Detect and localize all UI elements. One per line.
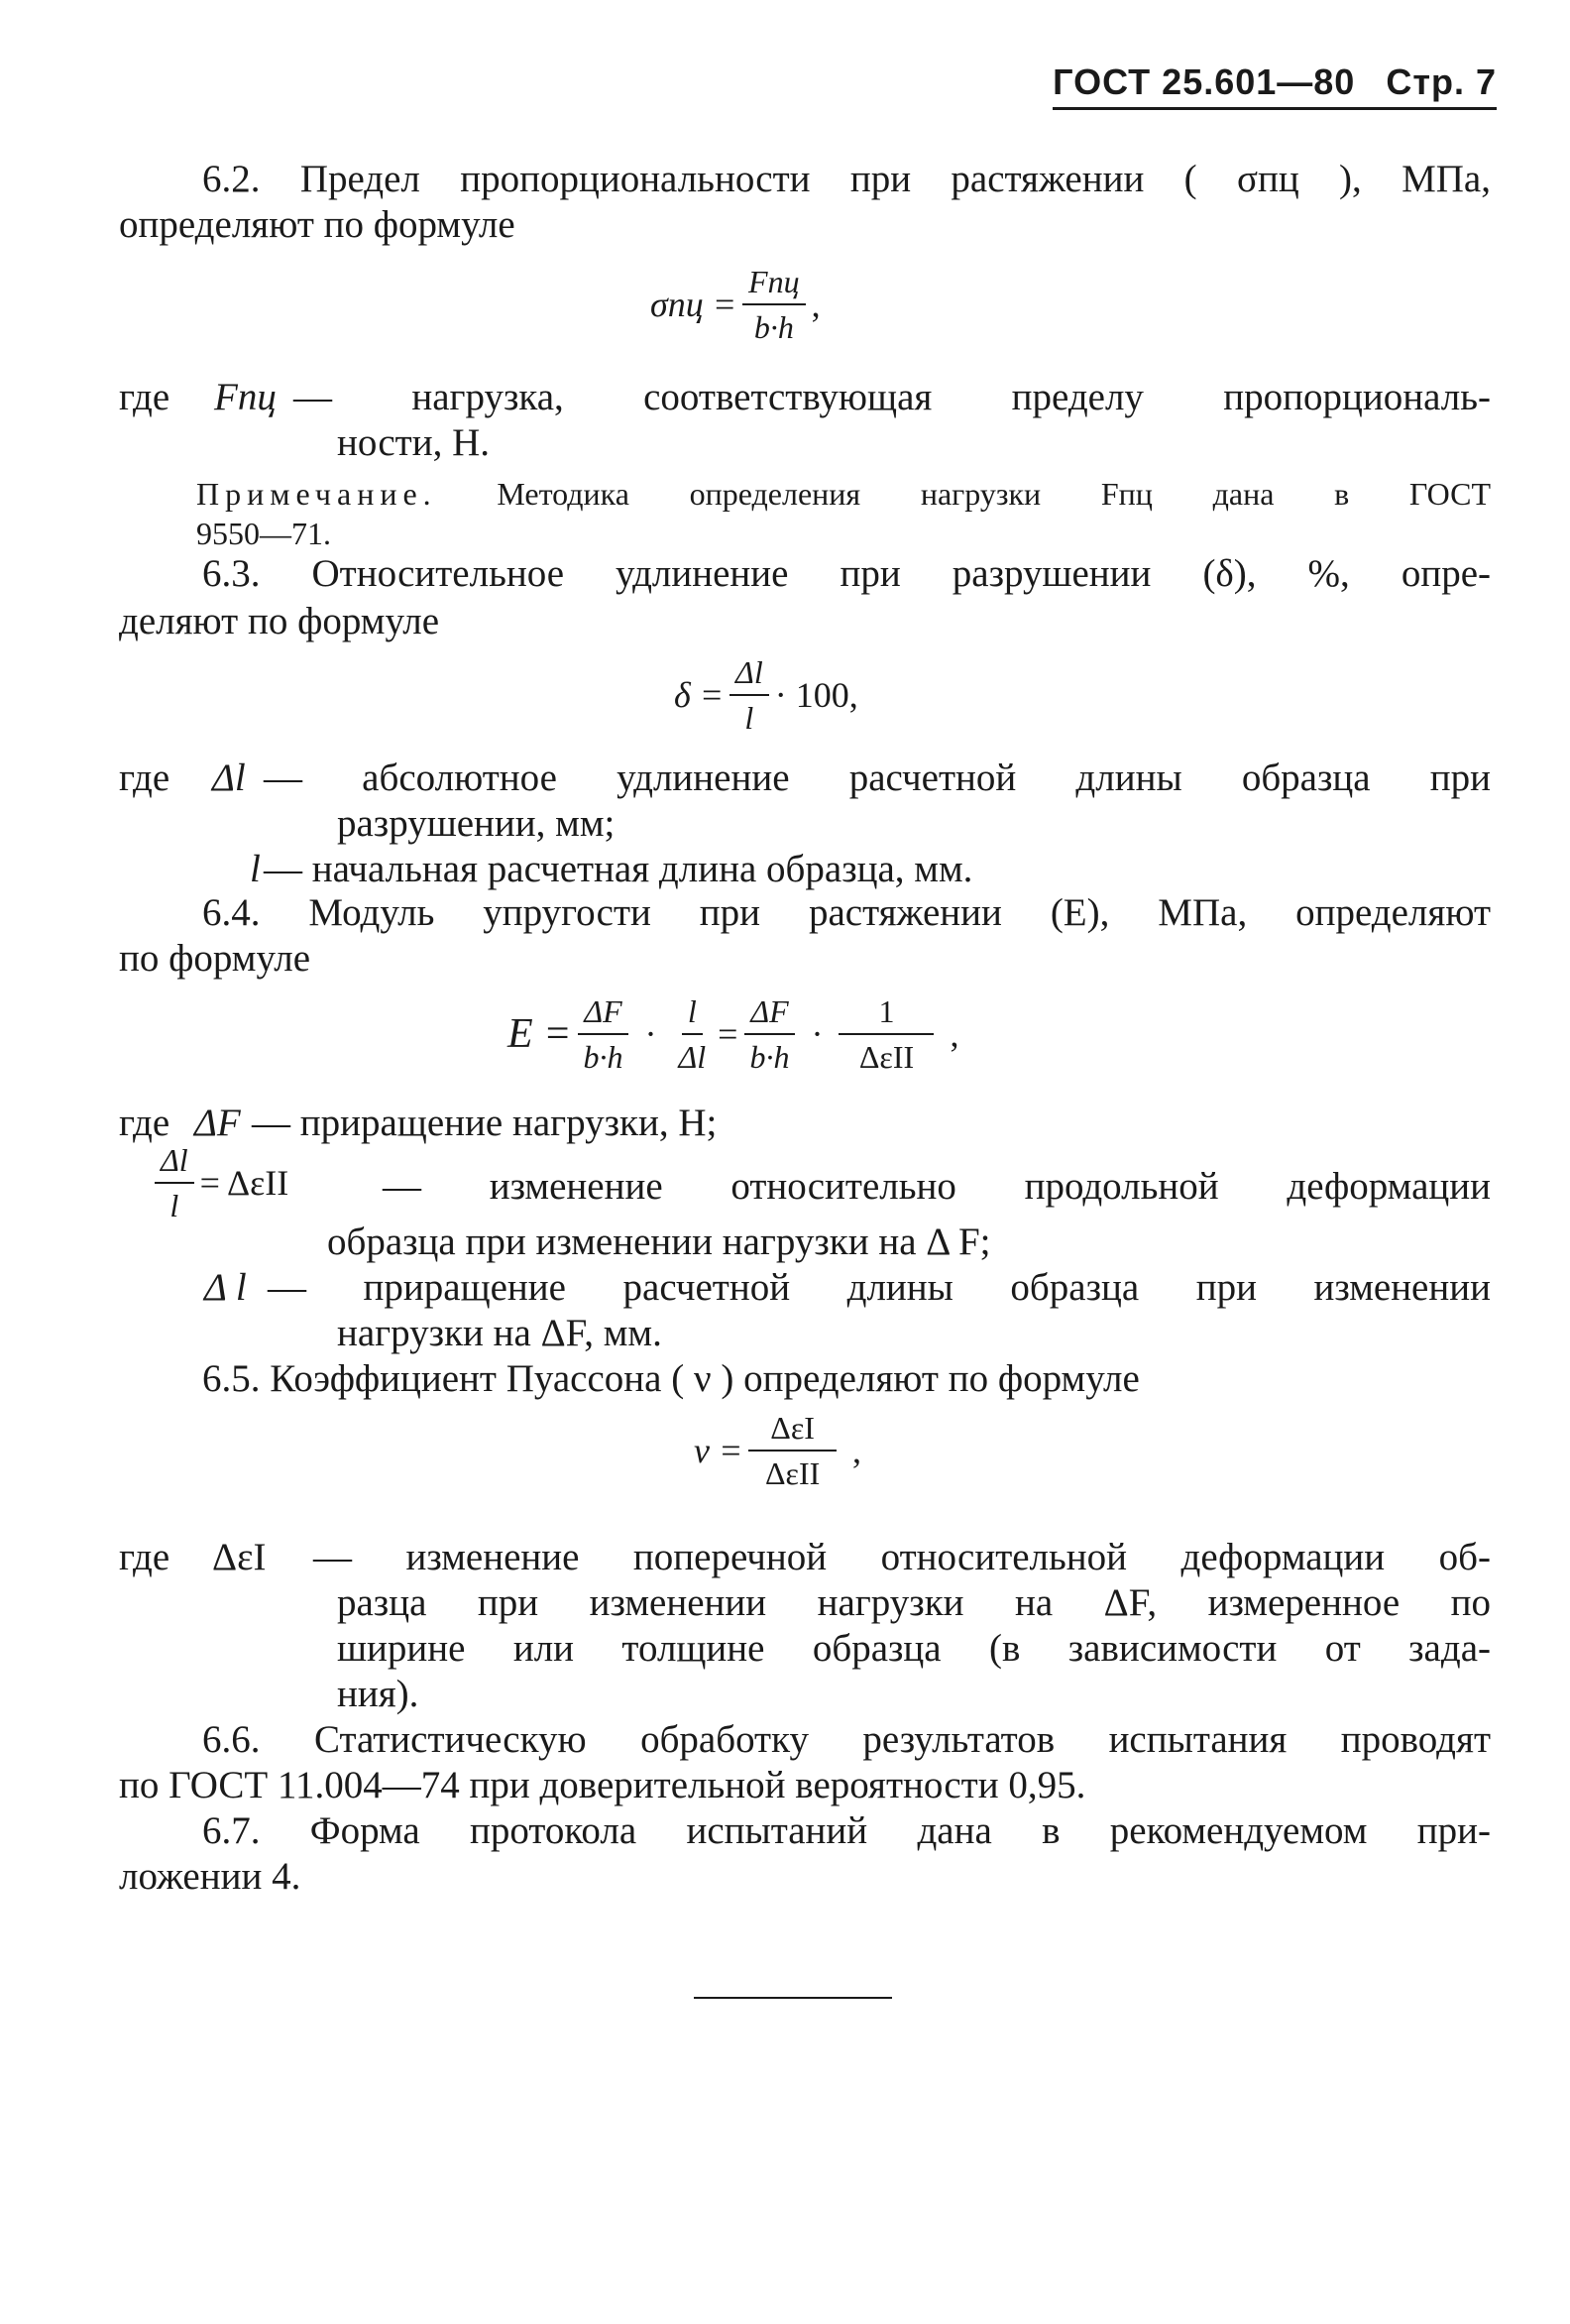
where2-formula — [149, 1140, 288, 1225]
denominator: b·h — [753, 309, 794, 345]
numerator: Fпц — [742, 262, 806, 305]
formula-proportional-limit — [650, 262, 821, 347]
where2-text: — начальная расчетная длина образца, мм. — [264, 848, 973, 890]
fraction — [748, 1408, 837, 1493]
fraction — [729, 652, 769, 738]
section-6-4-line1: 6.4. Модуль упругости при растяжении (E), МПа, определяют — [202, 891, 1491, 934]
section-6-6-line1: 6.6. Статистическую обработку результатов испытания проводят — [202, 1718, 1491, 1761]
where3-text: — приращение расчетной длины образца при изменении — [268, 1266, 1491, 1309]
section-6-5-line1: 6.5. Коэффициент Пуассона ( ν ) определяют по формуле — [202, 1357, 1140, 1400]
where-label: где — [119, 1102, 170, 1144]
section-6-4-line2: по формуле — [119, 937, 311, 980]
where-text-cont: ности, Н. — [337, 421, 490, 464]
note-cont: 9550—71. — [196, 516, 331, 551]
formula-elastic-modulus — [507, 991, 958, 1077]
formula-tail: , — [950, 1014, 959, 1054]
where3-symbol: Δ l — [204, 1266, 247, 1309]
numerator: 1 — [839, 991, 934, 1035]
denominator: l — [744, 700, 754, 736]
where-symbol: Fпц — [214, 376, 277, 418]
fraction — [155, 1140, 194, 1225]
formula-tail: , — [811, 285, 821, 324]
section-6-7-line2: ложении 4. — [119, 1855, 301, 1898]
formula-lhs: ν = — [694, 1431, 743, 1470]
numerator: Δl — [155, 1140, 194, 1184]
fraction-2 — [673, 991, 713, 1077]
where-text-cont: разрушении, мм; — [337, 802, 616, 845]
numerator: ΔF — [744, 991, 794, 1035]
dot-operator: · — [811, 1014, 824, 1054]
formula-lhs: σпц = — [650, 285, 737, 324]
end-rule — [694, 1997, 892, 1999]
denominator: ΔεII — [858, 1039, 915, 1075]
numerator: Δl — [729, 652, 769, 696]
formula-tail: , — [851, 1431, 861, 1470]
where-text-4: ния). — [337, 1673, 419, 1715]
where2-equals: = ΔεII — [199, 1163, 289, 1203]
where-text-2: разца при изменении нагрузки на ΔF, измеренное по — [337, 1581, 1491, 1624]
section-6-6-line2: по ГОСТ 11.004—74 при доверительной вероятности 0,95. — [119, 1764, 1086, 1806]
where2-text-cont: образца при изменении нагрузки на Δ F; — [327, 1220, 991, 1263]
note-label: Примечание. — [196, 476, 437, 512]
where-symbol: Δl — [212, 756, 246, 799]
where-label: где — [119, 376, 170, 418]
where3-text-cont: нагрузки на ΔF, мм. — [337, 1312, 662, 1354]
where2-symbol: l — [250, 848, 261, 890]
note — [196, 474, 1491, 514]
page-number: Стр. 7 — [1386, 61, 1497, 102]
section-6-3-line1: 6.3. Относительное удлинение при разрушении (δ), %, опре- — [202, 552, 1491, 595]
formula-elongation — [674, 652, 858, 738]
fraction-3 — [743, 991, 795, 1077]
formula-tail: · 100, — [774, 675, 858, 715]
denominator: b·h — [749, 1039, 790, 1075]
standard-number: ГОСТ 25.601—80 — [1053, 61, 1356, 102]
page-header — [1053, 61, 1497, 110]
where-text: — абсолютное удлинение расчетной длины образца при — [264, 756, 1491, 799]
section-6-2-line1: 6.2. Предел пропорциональности при растяжении ( σпц ), МПа, — [202, 158, 1491, 200]
denominator: Δl — [678, 1039, 707, 1075]
where2-text: — изменение относительно продольной деформации — [383, 1165, 1491, 1208]
equals: = — [718, 1014, 738, 1054]
formula-lhs: E = — [507, 1011, 572, 1057]
where-label: где — [119, 756, 170, 799]
where-symbol: ΔεI — [212, 1536, 267, 1578]
where-text: — нагрузка, соответствующая пределу пропорциональ- — [293, 376, 1491, 418]
section-6-2-line2: определяют по формуле — [119, 203, 515, 246]
formula-poisson — [694, 1408, 861, 1493]
note-text: Методика определения нагрузки Fпц дана в ГОСТ — [497, 476, 1492, 512]
numerator: ΔF — [578, 991, 627, 1035]
dot-operator: · — [644, 1014, 657, 1054]
section-6-3-line2: деляют по формуле — [119, 600, 440, 642]
where1-text: — приращение нагрузки, Н; — [252, 1102, 718, 1144]
where-text-3: ширине или толщине образца (в зависимости от зада- — [337, 1627, 1491, 1670]
denominator: ΔεII — [764, 1455, 821, 1491]
section-6-7-line1: 6.7. Форма протокола испытаний дана в рекомендуемом при- — [202, 1809, 1491, 1852]
numerator: l — [682, 991, 703, 1035]
formula-lhs: δ = — [674, 675, 725, 715]
where-label: где — [119, 1536, 170, 1578]
denominator: b·h — [583, 1039, 623, 1075]
numerator: ΔεI — [748, 1408, 837, 1452]
denominator: l — [169, 1188, 179, 1223]
fraction-1 — [578, 991, 629, 1077]
fraction — [742, 262, 806, 347]
where-text: — изменение поперечной относительной деформации об- — [313, 1536, 1491, 1578]
fraction-4 — [839, 991, 934, 1077]
where1-symbol: ΔF — [194, 1102, 241, 1144]
